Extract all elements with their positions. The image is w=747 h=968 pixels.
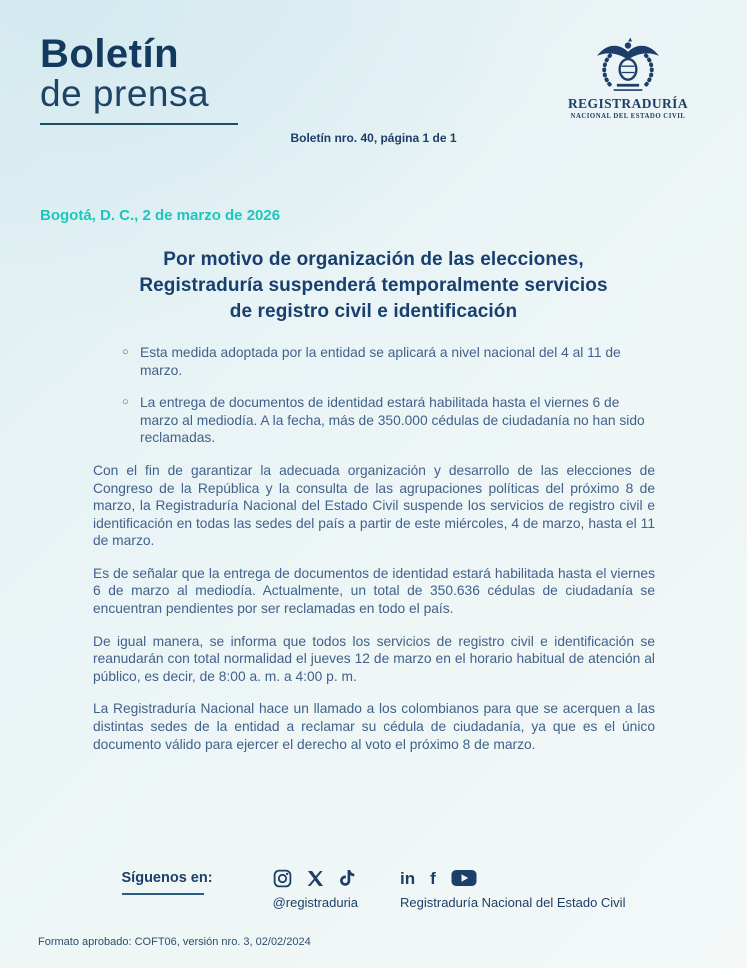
dateline: Bogotá, D. C., 2 de marzo de 2026 bbox=[40, 206, 281, 224]
bullet-circle-icon: ○ bbox=[122, 396, 129, 409]
registraduria-crest-icon bbox=[553, 32, 703, 94]
article bbox=[0, 207, 747, 753]
linkedin-icon: in bbox=[400, 868, 416, 888]
follow-label: Síguenos en: bbox=[121, 870, 213, 886]
social-handle: @registraduria bbox=[272, 895, 359, 910]
brand-block bbox=[40, 34, 238, 125]
bullet-text: La entrega de documentos de identidad estará habilitada hasta el viernes 6 de marzo al mediodía. A la fecha, más de 350.000 cédulas de ciudadanía no han sido reclamadas. bbox=[140, 395, 645, 446]
body-paragraph: Con el fin de garantizar la adecuada organización y desarrollo de las elecciones de Congreso de la República y la consulta de las agrupaciones políticas del próximo 8 de marzo, la Registraduría Nacional del Estado Civil suspende los servicios de registro civil e identificación en todas las sedes del país a partir de este miércoles, 4 de marzo, hasta el 11 de marzo. bbox=[93, 462, 655, 549]
body-paragraph: Es de señalar que la entrega de documentos de identidad estará habilitada hasta el viernes 6 de marzo al mediodía. Actualmente, un total de 350.636 cédulas de ciudadanía se encuentran pendientes por ser reclamadas en todo el país. bbox=[93, 565, 655, 617]
follow-block bbox=[122, 869, 213, 895]
bulletin-meta: Boletín nro. 40, página 1 de 1 bbox=[290, 130, 457, 145]
instagram-icon bbox=[273, 869, 292, 888]
format-note: Formato aprobado: COFT06, versión nro. 3, 02/02/2024 bbox=[38, 936, 311, 948]
brand-title: Boletín bbox=[40, 32, 180, 76]
bullet-circle-icon: ○ bbox=[122, 345, 129, 358]
bullet-item bbox=[122, 344, 655, 379]
org-logo bbox=[553, 32, 703, 120]
social-group-personal bbox=[273, 866, 358, 910]
youtube-icon bbox=[451, 869, 477, 887]
x-icon bbox=[307, 870, 324, 887]
social-icons-row bbox=[400, 866, 625, 890]
article-title bbox=[74, 247, 674, 325]
follow-underline bbox=[122, 893, 204, 895]
org-name: REGISTRADURÍA bbox=[568, 96, 688, 111]
title-line-3: de registro civil e identificación bbox=[229, 300, 518, 322]
social-group-institutional bbox=[400, 866, 625, 910]
org-subtitle: NACIONAL DEL ESTADO CIVIL bbox=[570, 113, 686, 120]
brand-subtitle: de prensa bbox=[40, 73, 210, 114]
tiktok-icon bbox=[339, 869, 356, 888]
title-line-1: Por motivo de organización de las elecciones, bbox=[163, 248, 584, 270]
body-paragraph: La Registraduría Nacional hace un llamado a los colombianos para que se acerquen a las distintas sedes de la entidad a reclamar su cédula de ciudadanía, ya que es el único documento válido para ejercer el derecho al voto el próximo 8 de marzo. bbox=[93, 701, 655, 752]
brand-underline bbox=[40, 123, 238, 125]
bullet-text: Esta medida adoptada por la entidad se aplicará a nivel nacional del 4 al 11 de marzo. bbox=[140, 344, 621, 378]
bullet-item bbox=[122, 394, 655, 447]
facebook-icon: f bbox=[430, 868, 436, 888]
social-account-name: Registraduría Nacional del Estado Civil bbox=[400, 895, 626, 910]
masthead bbox=[0, 0, 747, 125]
social-icons-row bbox=[273, 866, 358, 890]
highlight-bullets bbox=[122, 344, 655, 447]
body-paragraph: De igual manera, se informa que todos los servicios de registro civil e identificación se reanudarán con total normalidad el jueves 12 de marzo en el horario habitual de atención al público, es decir, de 8:00 a. m. a 4:00 p. m. bbox=[93, 633, 655, 684]
social-footer bbox=[0, 866, 747, 910]
title-line-2: Registraduría suspenderá temporalmente servicios bbox=[139, 274, 608, 296]
